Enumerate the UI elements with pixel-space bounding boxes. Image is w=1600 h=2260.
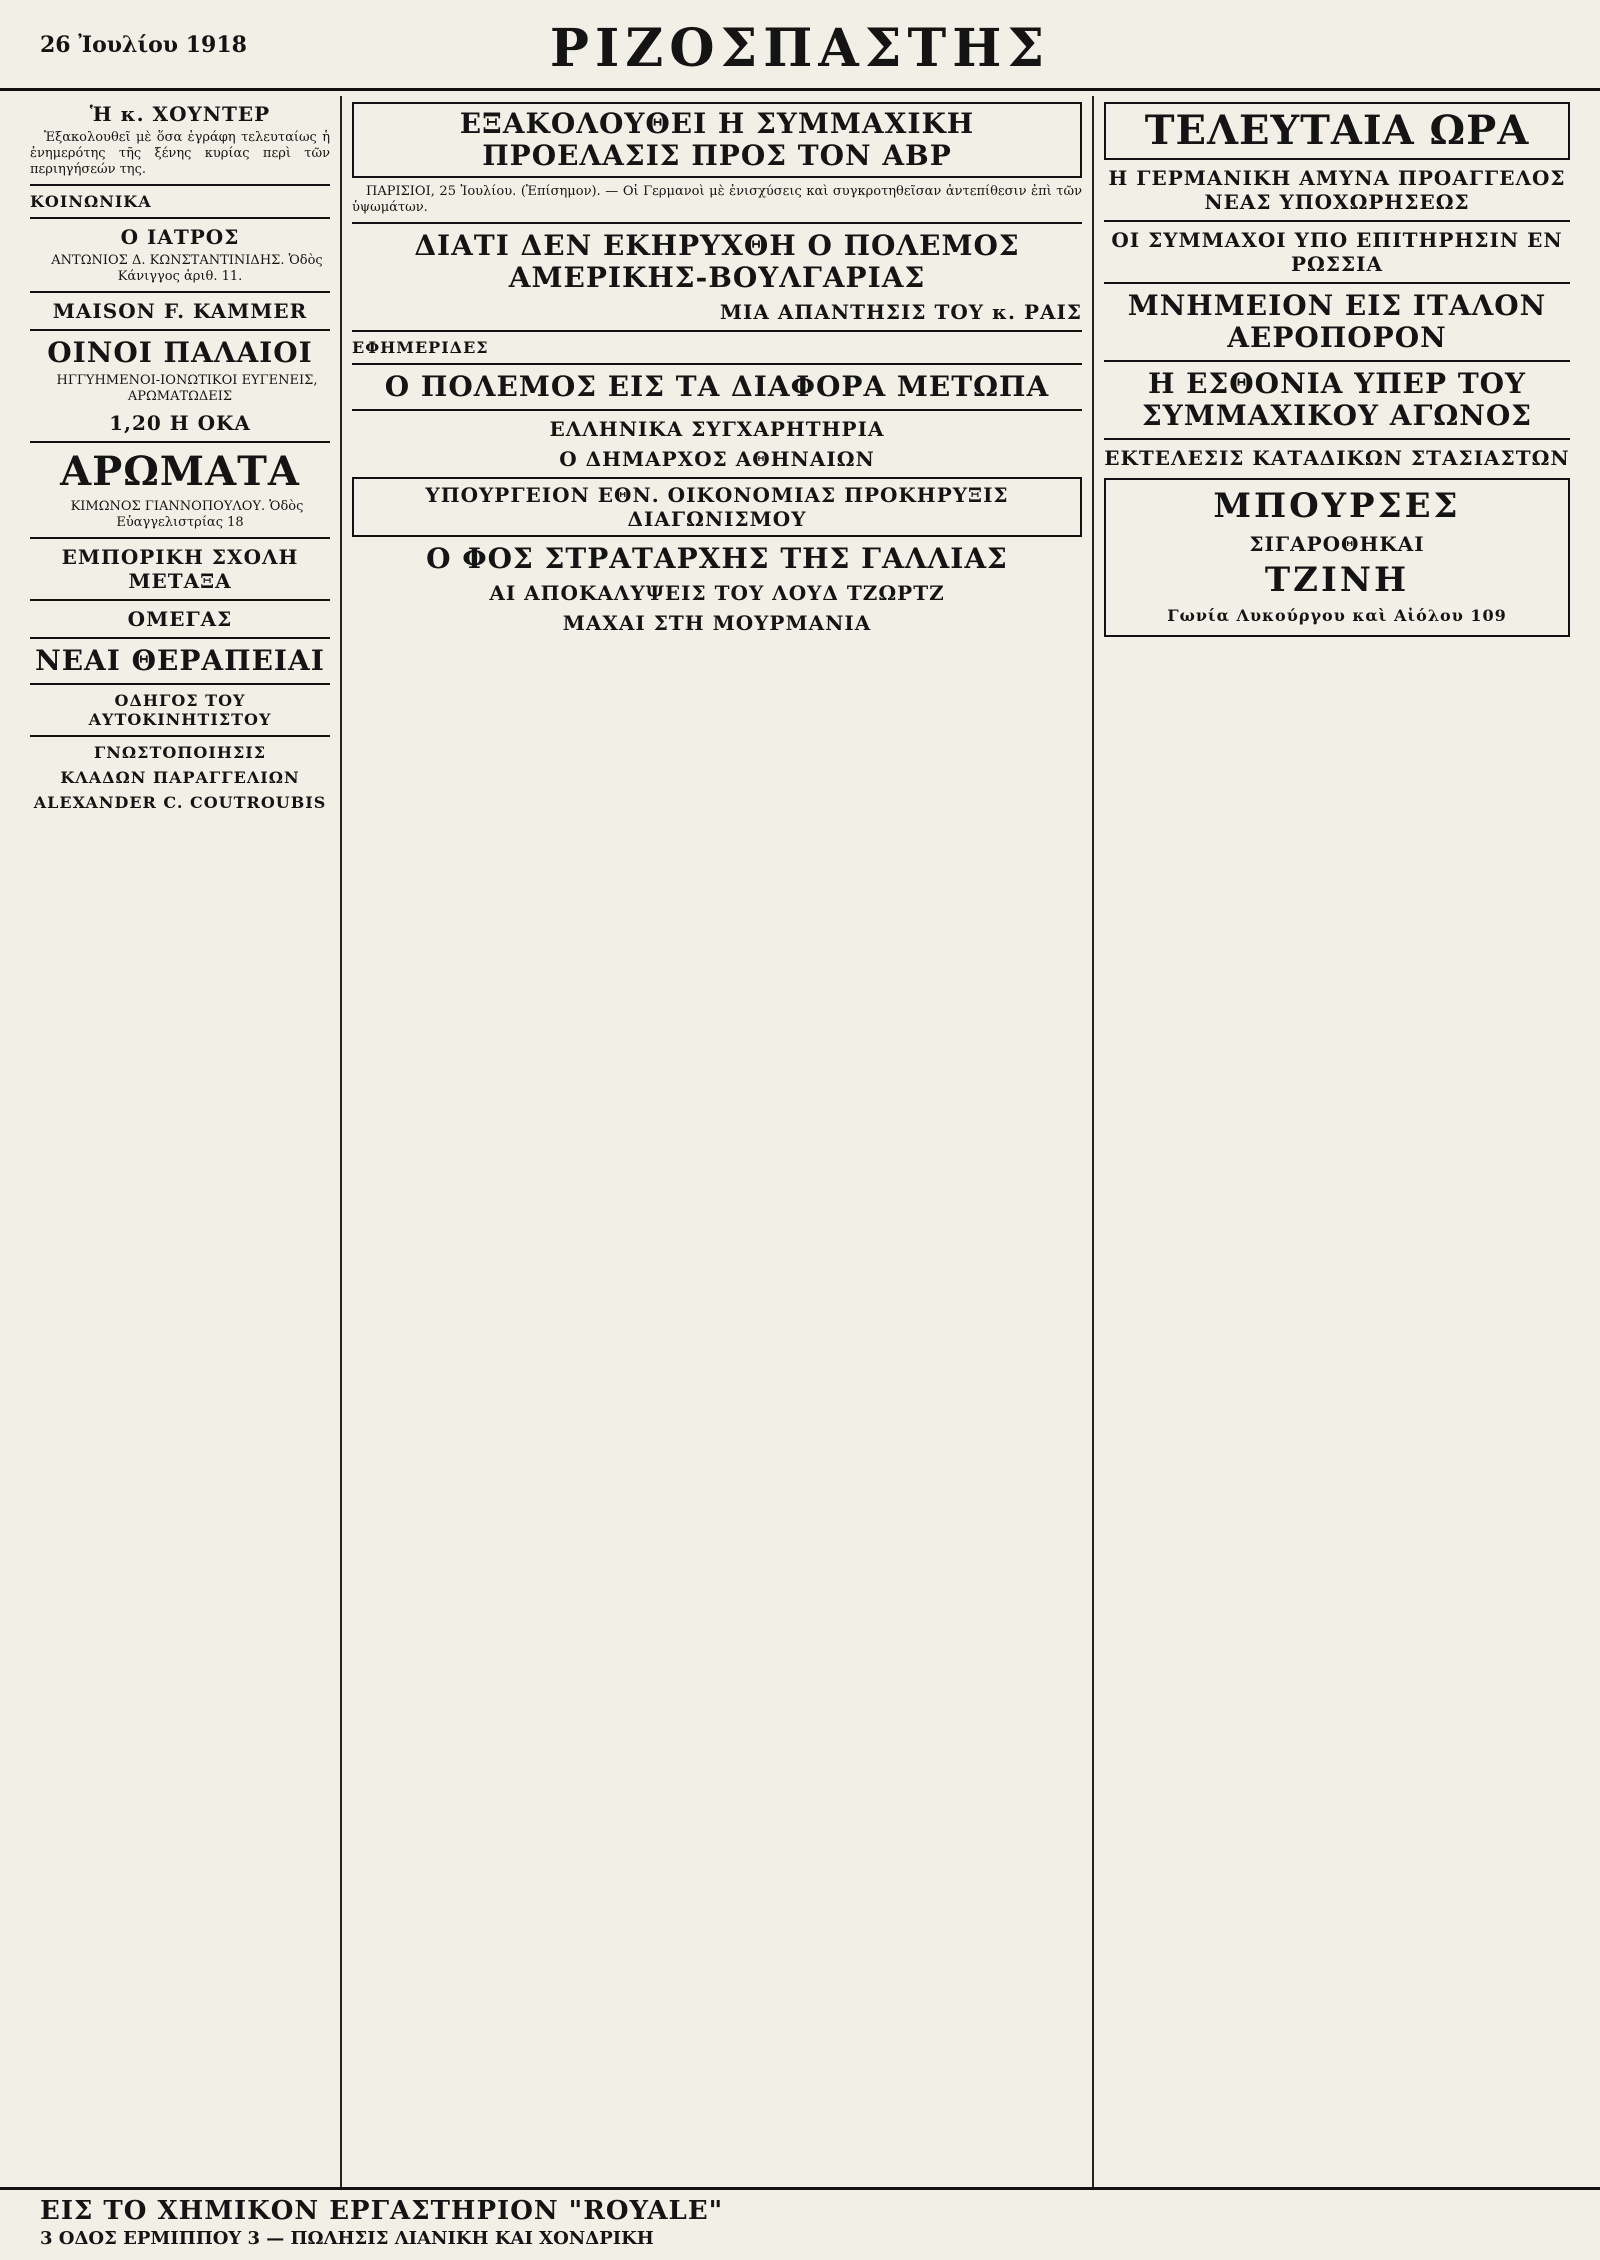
- divider: [30, 291, 330, 293]
- divider: [30, 735, 330, 737]
- ad-heading: MAISON F. KAMMER: [52, 299, 308, 323]
- column-left: [30, 96, 330, 2187]
- divider: [30, 599, 330, 601]
- ad-heading: ΓΝΩΣΤΟΠΟΙΗΣΙΣ: [93, 743, 267, 762]
- ad-heading: ΚΛΑΔΩΝ ΠΑΡΑΓΓΕΛΙΩΝ: [60, 768, 300, 787]
- ad-address: Γωνία Λυκούργου καὶ Αἰόλου 109: [1167, 606, 1507, 625]
- article-text: Ἐξακολουθεῖ μὲ ὅσα ἐγράφη τελευταίως ἡ ἐνημερότης τῆς ξένης κυρίας περὶ τῶν περιηγήσεών της.: [30, 130, 330, 177]
- column-rule: [340, 96, 342, 2187]
- ad-text: ΗΓΓΥΗΜΕΝΟΙ-ΙΟΝΩΤΙΚΟΙ ΕΥΓΕΝΕΙΣ, ΑΡΩΜΑΤΩΔΕΙΣ: [56, 373, 318, 404]
- divider: [352, 330, 1082, 332]
- divider: [30, 217, 330, 219]
- newspaper-title: ΡΙΖΟΣΠΑΣΤΗΣ: [549, 18, 1051, 79]
- ad-heading: ΤΖΙΝΗ: [1264, 560, 1410, 600]
- headline: ΤΕΛΕΥΤΑΙΑ ΩΡΑ: [1104, 102, 1570, 160]
- ad-heading: ΝΕΑΙ ΘΕΡΑΠΕΙΑΙ: [35, 644, 325, 677]
- bottom-banner-ad: [0, 2187, 1600, 2260]
- article-heading: ΕΚΤΕΛΕΣΙΣ ΚΑΤΑΔΙΚΩΝ ΣΤΑΣΙΑΣΤΩΝ: [1104, 446, 1570, 470]
- headline: ΔΙΑΤΙ ΔΕΝ ΕΚΗΡΥΧΘΗ Ο ΠΟΛΕΜΟΣ ΑΜΕΡΙΚΗΣ-ΒΟΥΛΓΑΡΙΑΣ: [414, 229, 1020, 294]
- divider: [30, 184, 330, 186]
- article-heading: ΜΑΧΑΙ ΣΤΗ ΜΟΥΡΜΑΝΙΑ: [562, 611, 872, 635]
- ad-heading: ΟΔΗΓΟΣ ΤΟΥ ΑΥΤΟΚΙΝΗΤΙΣΤΟΥ: [88, 691, 272, 729]
- divider: [1104, 438, 1570, 440]
- headline: Ο ΠΟΛΕΜΟΣ ΕΙΣ ΤΑ ΔΙΑΦΟΡΑ ΜΕΤΩΠΑ: [384, 370, 1050, 403]
- divider: [1104, 360, 1570, 362]
- divider: [30, 537, 330, 539]
- article-heading: ΜΝΗΜΕΙΟΝ ΕΙΣ ΙΤΑΛΟΝ ΑΕΡΟΠΟΡΟΝ: [1127, 289, 1547, 354]
- article-heading: ΟΙ ΣΥΜΜΑΧΟΙ ΥΠΟ ΕΠΙΤΗΡΗΣΙΝ ΕΝ ΡΩΣΣΙΑ: [1111, 228, 1563, 276]
- advertisement: [1104, 478, 1570, 637]
- notice-heading: ΥΠΟΥΡΓΕΙΟΝ ΕΘΝ. ΟΙΚΟΝΟΜΙΑΣ ΠΡΟΚΗΡΥΞΙΣ ΔΙΑΓΩΝΙΣΜΟΥ: [352, 477, 1082, 537]
- subheadline: ΜΙΑ ΑΠΑΝΤΗΣΙΣ ΤΟΥ κ. ΡΑΙΣ: [719, 300, 1082, 324]
- ad-heading: ΕΜΠΟΡΙΚΗ ΣΧΟΛΗ ΜΕΤΑΞΑ: [61, 545, 299, 593]
- masthead: [0, 0, 1600, 91]
- section-heading: ΚΟΙΝΩΝΙΚΑ: [30, 192, 152, 211]
- ad-heading: ΟΙΝΟΙ ΠΑΛΑΙΟΙ: [47, 336, 313, 369]
- article-heading: Η ΕΣΘΟΝΙΑ ΥΠΕΡ ΤΟΥ ΣΥΜΜΑΧΙΚΟΥ ΑΓΩΝΟΣ: [1141, 367, 1533, 432]
- ad-heading: ΜΠΟΥΡΣΕΣ: [1213, 486, 1461, 526]
- divider: [1104, 282, 1570, 284]
- ad-price: 1,20 Η ΟΚΑ: [109, 411, 251, 435]
- article-heading: Ο ΔΗΜΑΡΧΟΣ ΑΘΗΝΑΙΩΝ: [559, 447, 875, 471]
- ad-heading: ALEXANDER C. COUTROUBIS: [33, 793, 327, 812]
- article-heading: ΑΙ ΑΠΟΚΑΛΥΨΕΙΣ ΤΟΥ ΛΟΥΔ ΤΖΩΡΤΖ: [489, 581, 945, 605]
- article-heading: ΕΛΛΗΝΙΚΑ ΣΥΓΧΑΡΗΤΗΡΙΑ: [549, 417, 885, 441]
- ad-text: ΚΙΜΩΝΟΣ ΓΙΑΝΝΟΠΟΥΛΟΥ. Ὁδὸς Εὐαγγελιστρίας 18: [70, 499, 304, 530]
- ad-text: ΑΝΤΩΝΙΟΣ Δ. ΚΩΝΣΤΑΝΤΙΝΙΔΗΣ. Ὁδὸς Κάνιγγος ἀριθ. 11.: [51, 253, 323, 284]
- divider: [352, 363, 1082, 365]
- divider: [1104, 220, 1570, 222]
- divider: [352, 222, 1082, 224]
- divider: [352, 409, 1082, 411]
- headline: ΕΞΑΚΟΛΟΥΘΕΙ Η ΣΥΜΜΑΧΙΚΗ ΠΡΟΕΛΑΣΙΣ ΠΡΟΣ ΤΟΝ ΑΒΡ: [352, 102, 1082, 178]
- article-heading: Ο ΦΟΣ ΣΤΡΑΤΑΡΧΗΣ ΤΗΣ ΓΑΛΛΙΑΣ: [426, 542, 1008, 575]
- column-rule: [1092, 96, 1094, 2187]
- issue-date: 26 Ἰουλίου 1918: [40, 32, 247, 58]
- banner-heading: ΕΙΣ ΤΟ ΧΗΜΙΚΟΝ ΕΡΓΑΣΤΗΡΙΟΝ "ROYALE": [40, 2196, 724, 2226]
- article-text: ΠΑΡΙΣΙΟΙ, 25 Ἰουλίου. (Ἐπίσημον). — Οἱ Γερμανοὶ μὲ ἐνισχύσεις καὶ συγκροτηθεῖσαν ἀντεπίθεσιν ἐπὶ τῶν ὑψωμάτων.: [352, 184, 1082, 215]
- ad-heading: ΣΙΓΑΡΟΘΗΚΑΙ: [1249, 532, 1425, 556]
- ad-heading: Ο ΙΑΤΡΟΣ: [120, 225, 240, 249]
- divider: [30, 441, 330, 443]
- column-middle: [352, 96, 1082, 2187]
- subheadline: Η ΓΕΡΜΑΝΙΚΗ ΑΜΥΝΑ ΠΡΟΑΓΓΕΛΟΣ ΝΕΑΣ ΥΠΟΧΩΡΗΣΕΩΣ: [1108, 166, 1566, 214]
- section-heading: ΕΦΗΜΕΡΙΔΕΣ: [352, 338, 489, 357]
- divider: [30, 683, 330, 685]
- column-right: [1104, 96, 1570, 2187]
- banner-address: 3 ΟΔΟΣ ΕΡΜΙΠΠΟΥ 3 — ΠΩΛΗΣΙΣ ΛΙΑΝΙΚΗ ΚΑΙ ΧΟΝΔΡΙΚΗ: [40, 2228, 654, 2249]
- divider: [30, 637, 330, 639]
- ad-heading: ΑΡΩΜΑΤΑ: [60, 448, 300, 495]
- article-heading: Ἡ κ. ΧΟΥΝΤΕΡ: [89, 102, 271, 126]
- ad-heading: ΟΜΕΓΑΣ: [127, 607, 233, 631]
- divider: [30, 329, 330, 331]
